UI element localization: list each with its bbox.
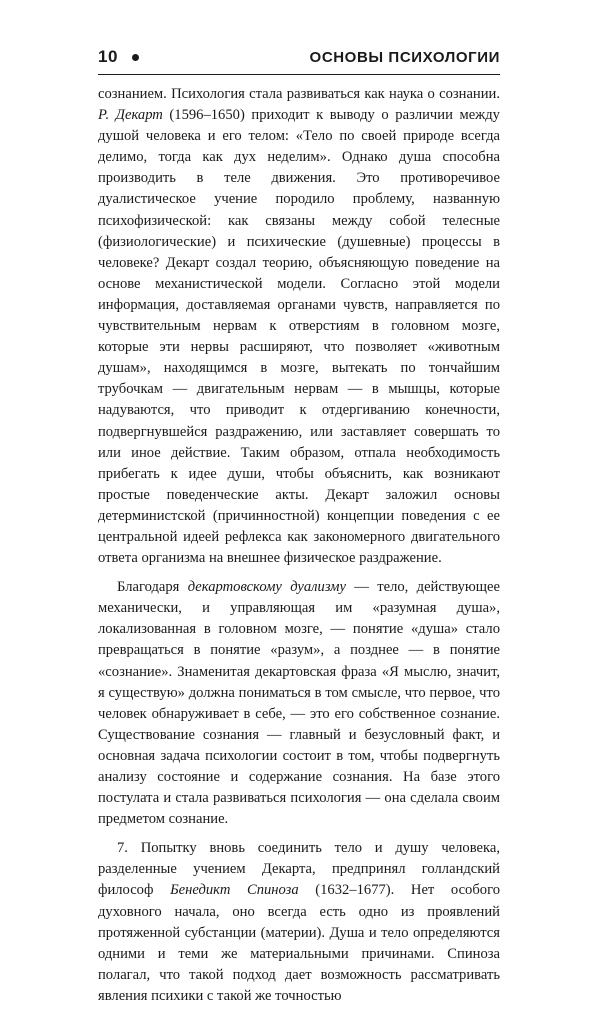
- italic-term-dualism: декартовскому дуализму: [187, 579, 346, 596]
- text-run: — тело, действующее механически, и управляющая им «разумная душа», локализованная в головном мозге, — понятие «душа» стало превращаться в понятие «разум», а позднее — в понятие «сознание». Знаменитая декартовская фраза «Я мыслю, значит, я существую» должна пониматься в том смысле, что первое, что человек обнаруживает в себе, — это его собственное сознание. Существование сознания — главный и безусловный факт, и основная задача психологии состоит в том, чтобы подвергнуть анализу состояние и содержание сознания. На базе этого постулата и стала развиваться психология — она сделала своим предметом сознание.: [98, 579, 500, 828]
- body-text: [98, 84, 500, 1015]
- text-run: (1632–1677). Нет особого духовного начала, оно всегда есть одно из проявлений протяженной субстанции (материи). Душа и тело определяются одними и теми же материальными причинами. Спиноза полагал, что такой подход дает возможность рассматривать явления психики с такой же точностью: [98, 882, 500, 1004]
- page-number: 10: [98, 47, 118, 66]
- text-run: Благодаря: [117, 579, 188, 596]
- bullet-icon: [132, 54, 139, 61]
- page-header: [98, 40, 500, 75]
- paragraph-3: [98, 838, 500, 1007]
- text-run: 7. Попытку вновь соединить тело и душу человека, разделенные учением Декарта, предпринял голландский философ: [98, 840, 500, 899]
- page-header-left: [98, 47, 139, 67]
- text-run: (1596–1650) приходит к выводу о различии между душой человека и его телом: «Тело по своей природе всегда делимо, тогда как дух неделим». Однако душа способна производить в теле движения. Это противоречивое дуалистическое учение породило проблему, названную психофизической: как связаны между собой телесные (физиологические) и психические (душевные) процессы в человеке? Декарт создал теорию, объясняющую поведение на основе механистической модели. Согласно этой модели информация, доставляемая органами чувств, направляется по чувствительным нервам к отверстиям в головном мозге, которые эти нервы расширяют, что позволяет «животным душам», находящимся в мозге, вытекать по тончайшим трубочкам — двигательным нервам — в мышцы, которые надуваются, что приводит к отдергиванию конечности, подвергнувшейся раздражению, или заставляет совершать то или иное действие. Таким образом, отпала необходимость прибегать к идее души, чтобы объяснить, как возникают простые поведенческие акты. Декарт заложил основы детерминистской (причинностной) концепции поведения с ее центральной идеей рефлекса как закономерного двигательного ответа организма на внешнее физическое раздражение.: [98, 107, 500, 567]
- paragraph-1: [98, 84, 500, 569]
- italic-name-spinoza: Бенедикт Спиноза: [170, 882, 299, 899]
- running-title: ОСНОВЫ ПСИХОЛОГИИ: [309, 48, 500, 66]
- italic-name-descartes: Р. Декарт: [98, 107, 163, 124]
- paragraph-2: [98, 577, 500, 830]
- text-run: сознанием. Психология стала развиваться как наука о сознании.: [98, 86, 500, 102]
